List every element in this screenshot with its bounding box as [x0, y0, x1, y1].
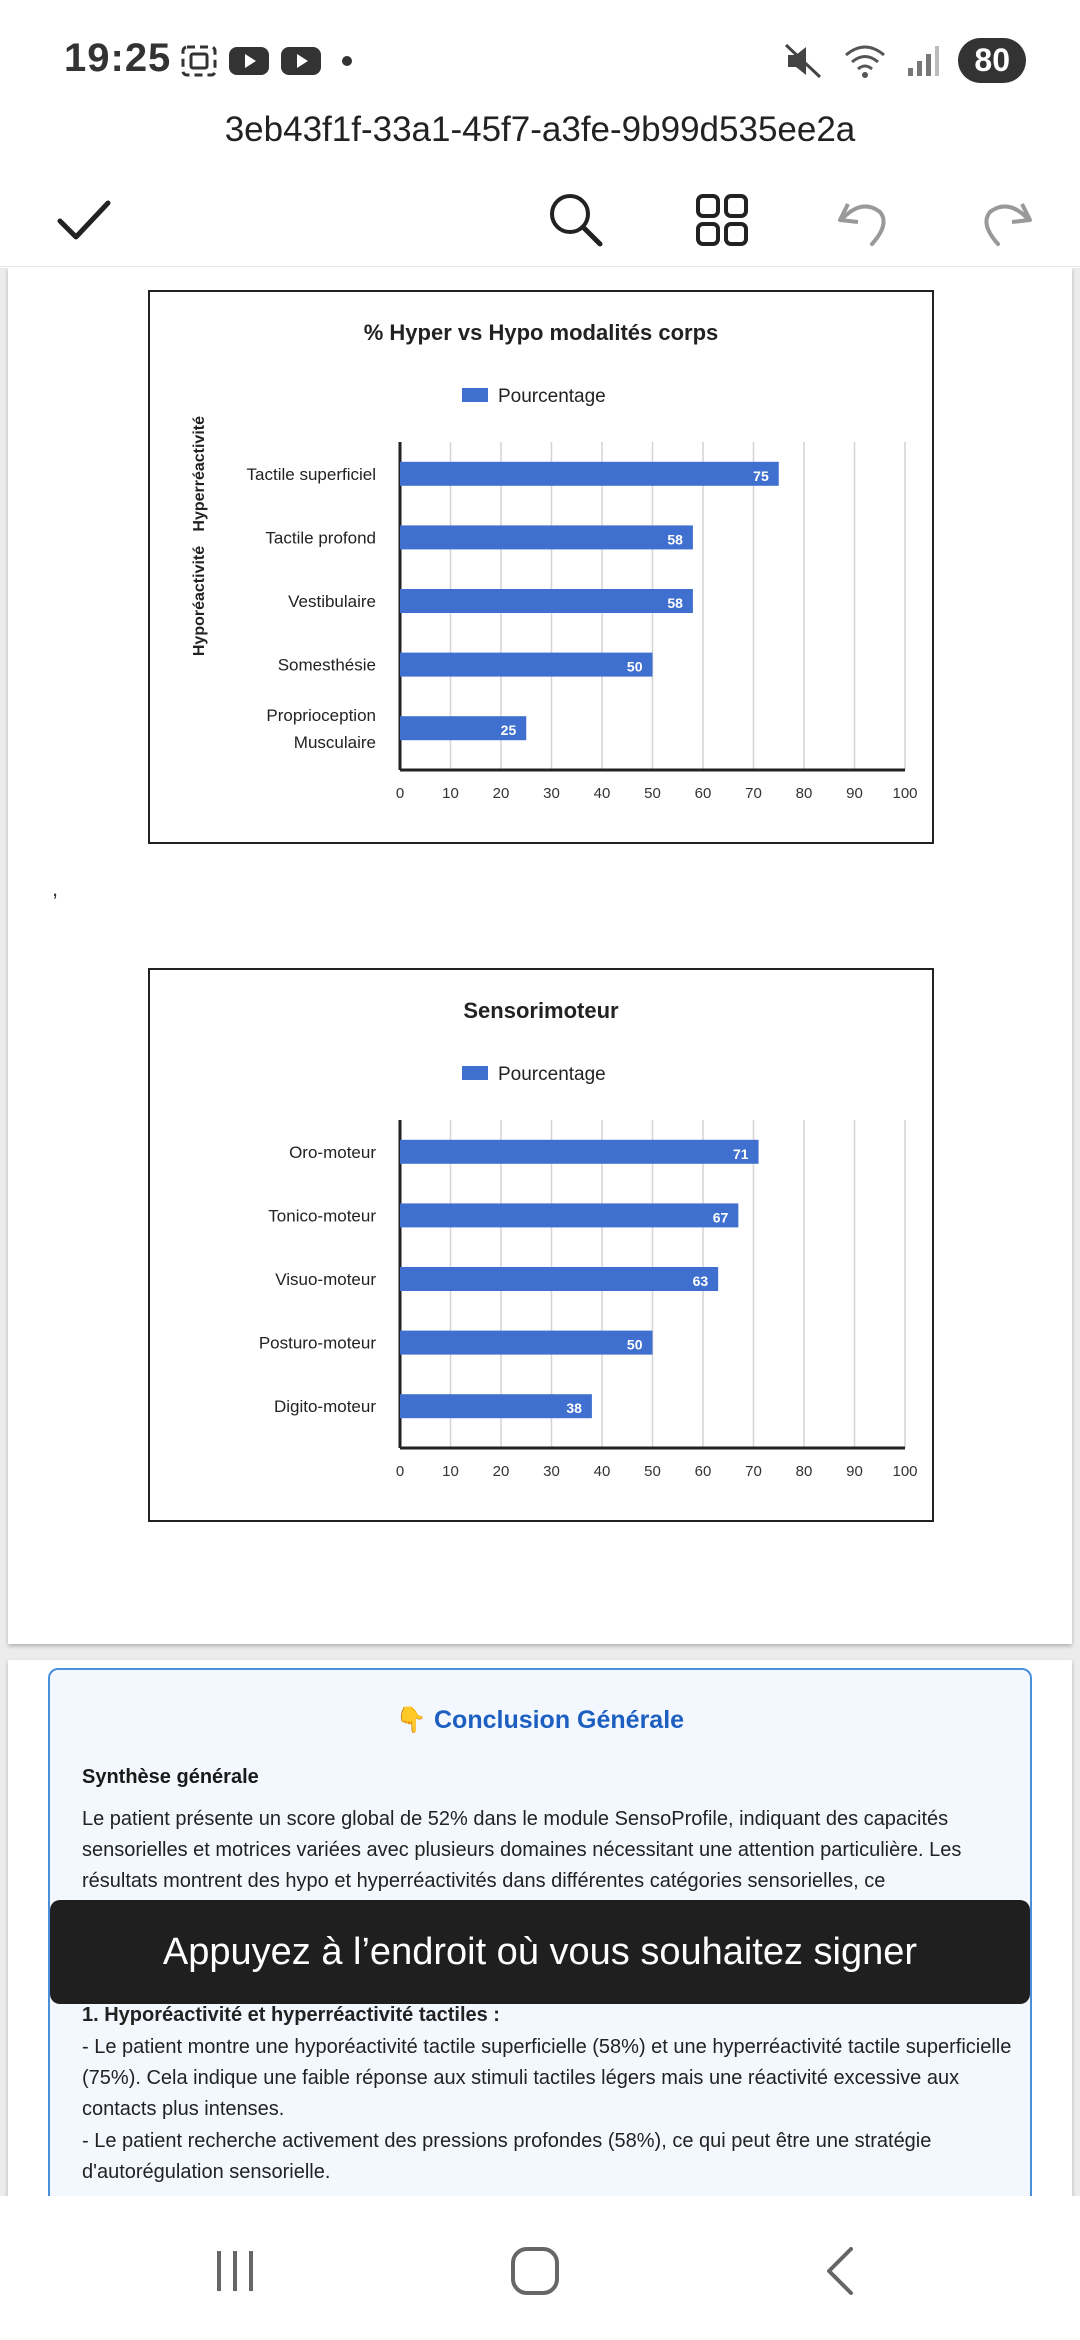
x-tick-label: 70 [745, 785, 762, 802]
bar [400, 1267, 718, 1291]
bar [400, 1394, 592, 1418]
x-tick-label: 60 [694, 785, 712, 802]
x-tick-label: 10 [442, 1463, 459, 1480]
bar [400, 525, 693, 549]
wifi-icon [842, 43, 888, 79]
conclusion-title: 👇 Conclusion Générale [395, 1706, 685, 1734]
conclusion-paragraph: Le patient présente un score global de 52% dans le module SensoProfile, indiquant des capacités sensorielles et motrices variées avec plusieurs domaines nécessitant une attention particulière. Les résultats montrent des hypo et hyperréactivités dans différentes catégories sensorielles, ce [82, 1808, 962, 1892]
x-tick-label: 20 [492, 1463, 510, 1480]
chart-hyper-hypo [148, 290, 934, 844]
dot-icon [332, 46, 362, 76]
redo-button[interactable] [968, 180, 1048, 260]
conclusion-item-line: - Le patient montre une hyporéactivité tactile superficielle (58%) et une hyperréactivité tactile superficielle (75%). Cela indique une faible réponse aux stimuli tactiles légers mais une réactivité excessive aux contacts plus intenses. [82, 2036, 1012, 2120]
chart-title: Sensorimoteur [463, 998, 619, 1023]
mute-icon [784, 43, 824, 79]
pages-grid-button[interactable] [682, 180, 762, 260]
bar [400, 1331, 653, 1355]
signal-icon [906, 44, 940, 78]
recents-button[interactable] [190, 2226, 280, 2316]
x-tick-label: 30 [543, 785, 560, 802]
data-label: 50 [626, 658, 643, 675]
chart-sensorimoteur [148, 968, 934, 1522]
status-bar [0, 0, 1080, 126]
chart-hyper-hypo-svg [150, 292, 932, 842]
data-label: 63 [692, 1273, 709, 1289]
x-tick-label: 100 [892, 1463, 918, 1480]
sign-hint-toast: Appuyez à l’endroit où vous souhaitez signer [50, 1900, 1030, 2004]
x-tick-label: 90 [846, 785, 863, 802]
back-icon [811, 2241, 871, 2301]
recents-icon [205, 2241, 265, 2301]
check-icon [54, 195, 114, 245]
conclusion-item-title: 1. Hyporéactivité et hyperréactivité tactiles : [82, 2004, 500, 2026]
youtube-icon [228, 46, 270, 76]
x-tick-label: 50 [644, 1463, 661, 1480]
x-tick-label: 10 [442, 785, 459, 802]
x-tick-label: 80 [795, 785, 813, 802]
system-icons [784, 38, 1026, 83]
data-label: 58 [667, 595, 683, 611]
battery-badge: 80 [958, 38, 1026, 83]
legend-swatch [462, 388, 488, 402]
bar [400, 462, 779, 486]
data-label: 67 [712, 1209, 729, 1226]
x-tick-label: 100 [892, 785, 918, 802]
x-tick-label: 80 [795, 1463, 813, 1480]
separator-text: , [52, 876, 59, 901]
x-tick-label: 0 [395, 785, 405, 802]
toolbar [0, 170, 1080, 267]
group-label: Hyporéactivité [191, 545, 208, 657]
notification-icons [180, 44, 362, 78]
bar [400, 653, 653, 677]
x-tick-label: 40 [593, 1463, 611, 1480]
document-title: 3eb43f1f-33a1-45f7-a3fe-9b99d535ee2a [224, 110, 856, 149]
bar [400, 1140, 759, 1164]
conclusion-subtitle: Synthèse générale [82, 1766, 259, 1788]
back-button[interactable] [796, 2226, 886, 2316]
navigation-bar [0, 2196, 1080, 2340]
x-tick-label: 0 [395, 1463, 405, 1480]
data-label: 25 [500, 722, 517, 739]
category-label: Somesthésie [277, 655, 376, 675]
legend-label: Pourcentage [498, 1064, 606, 1085]
chart-sensorimoteur-svg [150, 970, 932, 1520]
undo-icon [832, 190, 892, 250]
conclusion-item-line: - Le patient recherche activement des pressions profondes (58%), ce qui peut être une stratégie d'autorégulation sensorielle. [82, 2130, 932, 2183]
category-label: Tonico-moteur [268, 1206, 376, 1226]
x-tick-label: 40 [593, 785, 611, 802]
status-time: 19:25 [64, 36, 172, 80]
data-label: 50 [626, 1336, 643, 1353]
x-tick-label: 50 [644, 785, 661, 802]
search-button[interactable] [536, 180, 616, 260]
x-tick-label: 20 [492, 785, 510, 802]
category-label: Vestibulaire [288, 592, 376, 611]
screenshot-icon [180, 44, 218, 78]
bar [400, 589, 693, 613]
category-label: Posturo-moteur [258, 1333, 376, 1353]
chart-title: % Hyper vs Hypo modalités corps [363, 320, 719, 345]
category-label: Visuo-moteur [275, 1270, 376, 1289]
category-label: Tactile profond [265, 528, 376, 548]
data-label: 71 [732, 1145, 749, 1162]
home-icon [505, 2241, 565, 2301]
redo-icon [978, 190, 1038, 250]
group-label: Hyperréactivité [191, 415, 208, 532]
youtube-icon [280, 46, 322, 76]
x-tick-label: 70 [745, 1463, 762, 1480]
category-label: Digito-moteur [273, 1397, 376, 1417]
bar [400, 1203, 738, 1227]
home-button[interactable] [490, 2226, 580, 2316]
category-label: Proprioception [266, 706, 376, 726]
document-page-1[interactable] [8, 268, 1072, 1644]
data-label: 58 [667, 531, 683, 548]
category-label: Tactile superficiel [246, 464, 376, 484]
undo-button[interactable] [822, 180, 902, 260]
done-button[interactable] [44, 180, 124, 260]
legend-label: Pourcentage [498, 386, 606, 407]
data-label: 38 [566, 1400, 582, 1417]
data-label: 75 [753, 467, 769, 484]
category-label: Oro-moteur [289, 1142, 376, 1162]
legend-swatch [462, 1066, 488, 1080]
category-label: Musculaire [293, 733, 376, 753]
x-tick-label: 60 [694, 1463, 712, 1480]
x-tick-label: 30 [543, 1463, 560, 1480]
search-icon [546, 190, 606, 250]
x-tick-label: 90 [846, 1463, 863, 1480]
grid-icon [694, 192, 750, 248]
